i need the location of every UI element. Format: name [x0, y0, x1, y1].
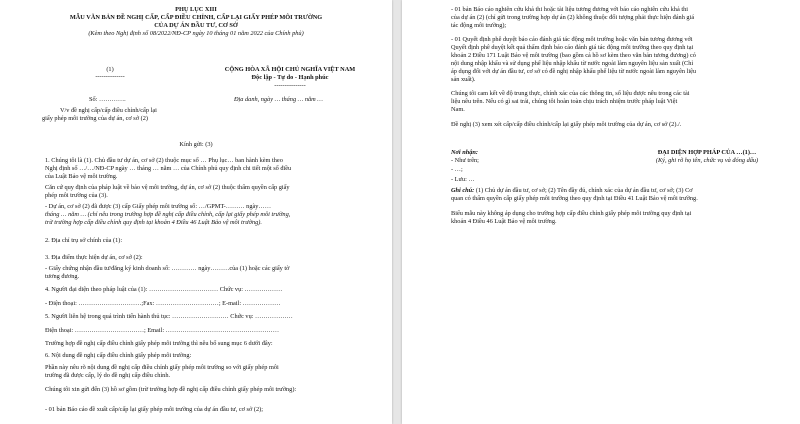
- recipient-line: Kính gửi: (3): [179, 141, 213, 148]
- body-line: tháng … năm … (chỉ nêu trong trường hợp đề nghị cấp điều chỉnh, cấp lại giấy phép môi trường,: [45, 211, 291, 218]
- body-line: 3. Địa điểm thực hiện dự án, cơ sở (2):: [45, 254, 143, 261]
- body-line: - 01 Quyết định phê duyệt báo cáo đánh giá tác động môi trường hoặc văn bản tương đương với: [451, 36, 693, 43]
- body-line: Quyết định phê duyệt kết quả thẩm định báo cáo đánh giá tác động môi trường theo quy định tại: [451, 44, 694, 51]
- recipient-item: - Như trên;: [451, 157, 479, 164]
- body-line: - Dự án, cơ sở (2) đã được (3) cấp Giấy phép môi trường số: …/GPMT-……… ngày……: [45, 203, 272, 210]
- notes-text: (1) Chủ dự án đầu tư, cơ sở; (2) Tên đầy đủ, chính xác của dự án đầu tư, cơ sở; (3) Cơ: [474, 187, 693, 194]
- document-page-2: [402, 0, 800, 424]
- place-date-line: Địa danh, ngày … tháng … năm …: [234, 96, 323, 103]
- signature-note: (Ký, ghi rõ họ tên, chức vụ và đóng dấu): [655, 157, 759, 164]
- motto-separator: ---------------: [274, 82, 306, 89]
- body-line: - 01 bản Báo cáo nghiên cứu khả thi hoặc tài liệu tương đương với báo cáo nghiên cứu khả thi: [451, 6, 688, 13]
- document-number: Số: ………….: [89, 96, 126, 103]
- document-page-1: [0, 0, 392, 424]
- notes-line-2: quan có thẩm quyền cấp giấy phép môi trường theo quy định tại Điều 41 Luật Bảo vệ môi trường.: [451, 195, 698, 202]
- issuing-org: (1): [106, 66, 114, 73]
- body-line: Chúng tôi cam kết về độ trung thực, chính xác của các thông tin, số liệu được nêu trong các tài: [451, 90, 690, 97]
- body-line: khoản 2 Điều 171 Luật Bảo vệ môi trường (bao gồm cả hồ sơ kèm theo văn bản tương đương) có: [451, 52, 696, 59]
- org-separator: --------------: [95, 73, 125, 80]
- body-line: sản xuất).: [451, 76, 476, 83]
- recipient-item: - Lưu: …: [451, 176, 475, 183]
- subject-line-2: giấy phép môi trường của dự án, cơ sở (2): [42, 115, 148, 122]
- nation-motto: Độc lập - Tự do - Hạnh phúc: [251, 74, 329, 81]
- body-line: Nam.: [451, 106, 465, 113]
- body-line: - Giấy chứng nhận đầu tư/đăng ký kinh doanh số: ………… ngày………của (1) hoặc các giấy tờ: [45, 265, 290, 272]
- body-line: 1. Chúng tôi là (1). Chủ đầu tư dự án, cơ sở (2) thuộc mục số … Phụ lục… ban hành kèm theo: [45, 157, 283, 164]
- body-line: Căn cứ quy định của pháp luật về bảo vệ môi trường, dự án, cơ sở (2) thuộc thẩm quyền cấp giấy: [45, 184, 290, 191]
- body-line: Trường hợp đề nghị cấp điều chỉnh giấy phép môi trường thì nêu bổ sung mục 6 dưới đây:: [45, 340, 273, 347]
- body-line: tác động môi trường);: [451, 22, 507, 29]
- body-line: Nghị định số …/…/NĐ-CP ngày … tháng … năm … của Chính phủ quy định chi tiết một số điều: [45, 165, 292, 172]
- appendix-title: PHỤ LỤC XIII: [175, 6, 217, 13]
- signature-title: ĐẠI DIỆN HỢP PHÁP CỦA …(1)…: [657, 149, 757, 156]
- body-line: nội dung nhập khẩu và sử dụng phế liệu nhập khẩu từ nước ngoài làm nguyên liệu sản xuất (Chỉ: [451, 60, 694, 67]
- notes-label: Ghi chú:: [451, 187, 475, 194]
- body-line: Điện thoại: ……………………………; Email: ………………………………………………: [45, 327, 280, 334]
- body-line: - 01 bản Báo cáo đề xuất cấp/cấp lại giấy phép môi trường của dự án đầu tư, cơ sở (2);: [45, 406, 263, 413]
- body-line: 2. Địa chỉ trụ sở chính của (1):: [45, 237, 123, 244]
- body-line: của Luật Bảo vệ môi trường.: [45, 173, 118, 180]
- subject-line-1: V/v đề nghị cấp/cấp điều chỉnh/cấp lại: [60, 107, 157, 114]
- body-line: trừ trường hợp cấp điều chỉnh quy định tại khoản 4 Điều 46 Luật Bảo vệ môi trường).: [45, 219, 262, 226]
- body-line: trường đã được cấp, lý do đề nghị cấp điều chỉnh.: [45, 372, 171, 379]
- recipient-item: - …;: [451, 166, 463, 173]
- body-line: Chúng tôi xin gửi đến (3) hồ sơ gồm (trừ trường hợp đề nghị cấp điều chỉnh giấy phép môi trường):: [45, 386, 297, 393]
- body-line: của dự án (2) (chỉ gửi trong trường hợp dự án (2) không thuộc đối tượng phải thực hiện đánh giá: [451, 14, 695, 21]
- notes-line-1: [451, 187, 693, 195]
- recipients-label: Nơi nhận:: [451, 149, 479, 156]
- body-line: - Điện thoại: …………………………;Fax: …………………………; E-mail: ………………: [45, 300, 281, 307]
- form-title-line-2: CỦA DỰ ÁN ĐẦU TƯ, CƠ SỞ: [154, 22, 238, 29]
- body-line: 5. Người liên hệ trong quá trình tiến hành thủ tục: ……………………… Chức vụ: ………………: [45, 313, 293, 320]
- body-line: tương đương.: [45, 273, 80, 280]
- notes-line-4: khoản 4 Điều 46 Luật Bảo vệ môi trường.: [451, 218, 557, 225]
- body-line: phép môi trường của (3).: [45, 192, 108, 199]
- body-line: áp dụng đối với dự án đầu tư, cơ sở có đề nghị nhập khẩu phế liệu từ nước ngoài làm nguyên liệu: [451, 68, 697, 75]
- body-line: liệu nêu trên. Nếu có gì sai trái, chúng tôi hoàn toàn chịu trách nhiệm trước pháp luật Việt: [451, 98, 678, 105]
- body-line: 4. Người đại diện theo pháp luật của (1): …………………………… Chức vụ: ………………: [45, 286, 283, 293]
- body-line: Đề nghị (3) xem xét cấp/cấp điều chỉnh/cấp lại giấy phép môi trường của dự án, cơ sở (2)./.: [451, 121, 682, 128]
- form-subtitle: (Kèm theo Nghị định số 08/2022/NĐ-CP ngày 10 tháng 01 năm 2022 của Chính phủ): [88, 30, 304, 37]
- body-line: 6. Nội dung đề nghị cấp điều chỉnh giấy phép môi trường:: [45, 352, 192, 359]
- notes-line-3: Biểu mẫu này không áp dụng cho trường hợp cấp điều chỉnh giấy phép môi trường quy định tại: [451, 210, 692, 217]
- nation-title: CỘNG HÒA XÃ HỘI CHỦ NGHĨA VIỆT NAM: [224, 66, 356, 73]
- form-title-line-1: MẪU VĂN BẢN ĐỀ NGHỊ CẤP, CẤP ĐIỀU CHỈNH, CẤP LẠI GIẤY PHÉP MÔI TRƯỜNG: [69, 14, 323, 21]
- body-line: Phần này nêu rõ nội dung đề nghị cấp điều chỉnh giấy phép môi trường so với giấy phép môi: [45, 364, 279, 371]
